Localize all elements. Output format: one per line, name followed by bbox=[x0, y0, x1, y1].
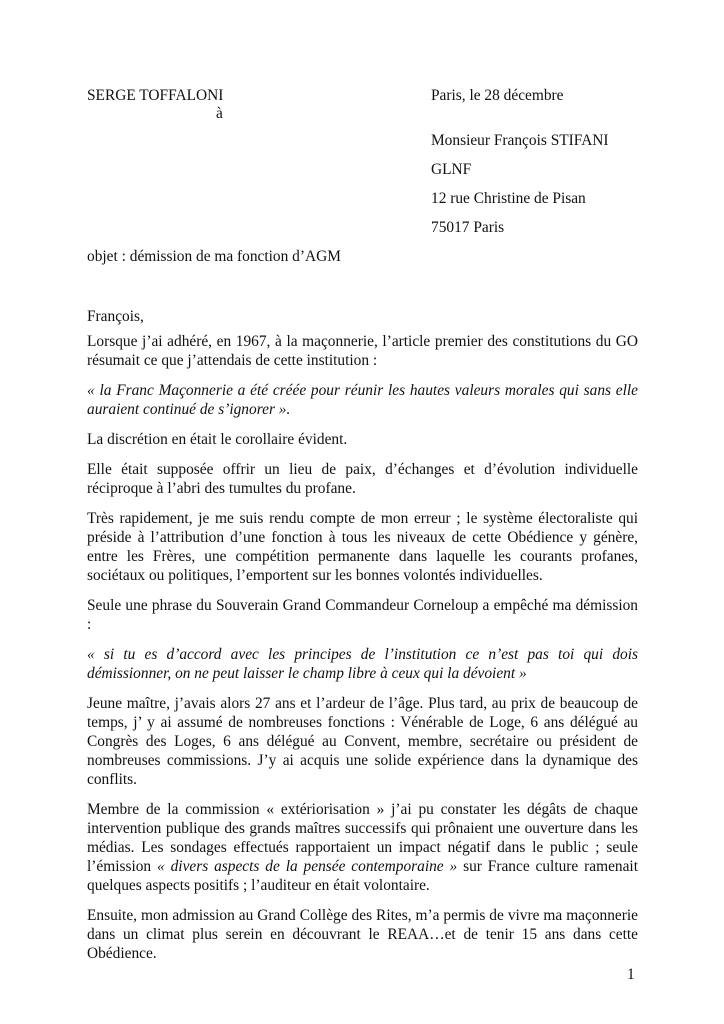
commission-text-before: Membre de la commission « extériorisation » j’ai pu constater les dégâts de chaque intervention publique des grands maîtres successifs qui prônaient une ouverture dans les médias. Les sondages effectués rapportaient un impact négatif dans le public ; seule l’émission bbox=[87, 801, 638, 875]
paragraph-realization: Très rapidement, je me suis rendu compte de mon erreur ; le système électoraliste qui préside à l’attribution d’une fonction à tous les niveaux de cette Obédience y génère, entre les Frères, une compétition permanente dans laquelle les courants profanes, sociétaux ou politiques, l’emportent sur les bonnes volontés individuelles. bbox=[87, 510, 638, 584]
program-title: « divers aspects de la pensée contemporaine » bbox=[157, 858, 458, 875]
letter-body bbox=[87, 332, 638, 974]
recipient-name: Monsieur François STIFANI bbox=[431, 132, 609, 149]
recipient-city: 75017 Paris bbox=[431, 219, 505, 236]
subject-line: objet : démission de ma fonction d’AGM bbox=[87, 248, 341, 265]
page-number: 1 bbox=[627, 966, 635, 983]
date-line: Paris, le 28 décembre bbox=[431, 87, 564, 104]
paragraph-college: Ensuite, mon admission au Grand Collège des Rites, m’a permis de vivre ma maçonnerie dans un climat plus serein en découvrant le REAA…et de tenir 15 ans dans cette Obédience. bbox=[87, 907, 638, 962]
paragraph-discretion: La discrétion en était le corollaire évident. bbox=[87, 431, 348, 448]
quote-constitution: « la Franc Maçonnerie a été créée pour réunir les hautes valeurs morales qui sans elle auraient continué de s’ignorer ». bbox=[87, 382, 638, 418]
paragraph-expectations: Elle était supposée offrir un lieu de paix, d’échanges et d’évolution individuelle réciproque à l’abri des tumultes du profane. bbox=[87, 461, 638, 497]
paragraph-corneloup: Seule une phrase du Souverain Grand Commandeur Corneloup a empêché ma démission : bbox=[87, 597, 638, 633]
quote-corneloup: « si tu es d’accord avec les principes de l’institution ce n’est pas toi qui dois démissionner, on ne peut laisser le champ libre à ceux qui la dévoient » bbox=[87, 646, 638, 682]
paragraph-commission bbox=[87, 800, 638, 895]
addressee-preposition: à bbox=[216, 105, 223, 122]
paragraph-membership: Lorsque j’ai adhéré, en 1967, à la maçonnerie, l’article premier des constitutions du GO résumait ce que j’attendais de cette institution : bbox=[87, 333, 638, 369]
recipient-organization: GLNF bbox=[431, 161, 472, 178]
paragraph-career: Jeune maître, j’avais alors 27 ans et l’ardeur de l’âge. Plus tard, au prix de beaucoup de temps, j’ y ai assumé de nombreuses fonctions : Vénérable de Loge, 6 ans délégué au Congrès des Loges, 6 ans délégué au Convent, membre, secrétaire ou président de nombreuses commissions. J’y ai acquis une solide expérience dans la dynamique des conflits. bbox=[87, 695, 638, 788]
recipient-street: 12 rue Christine de Pisan bbox=[431, 190, 586, 207]
greeting: François, bbox=[87, 308, 144, 325]
commission-text-after: sur France culture ramenait quelques aspects positifs ; l’auditeur en était volontaire. bbox=[87, 858, 638, 894]
sender-name: SERGE TOFFALONI bbox=[87, 87, 224, 104]
